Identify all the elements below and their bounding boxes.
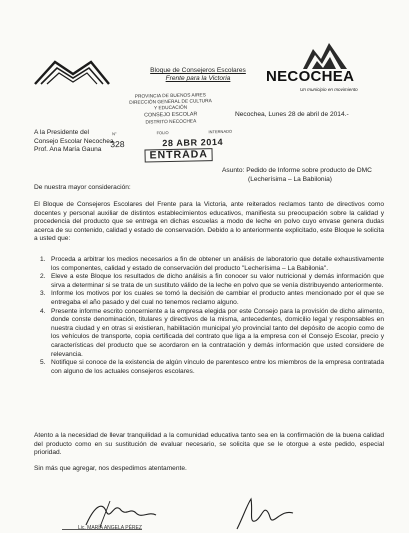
item-number: 5. — [40, 359, 46, 367]
letter-date: Necochea, Lunes 28 de abril de 2014.- — [235, 111, 349, 118]
stamp-line-educacion: Y EDUCACIÓN — [153, 105, 188, 112]
item-text: Proceda a arbitrar los medios necesarios a fin de obtener un análisis de laboratorio que detalle exhaustivamente los componentes, calidad y estado de conservación del producto "Lecherísima – La Babilonia". — [51, 256, 384, 272]
logo-name: NECOCHEA — [266, 68, 355, 85]
item-text: Notifique si conoce de la existencia de algún vínculo de parentesco entre los miembros de la empresa contratada con alguno de los actuales consejeros escolares. — [51, 359, 384, 375]
stamp-entrada: ENTRADA — [144, 148, 213, 162]
list-item — [34, 273, 384, 290]
signer-name: Lic. MARÍA ANGELA PÉREZ — [78, 525, 142, 531]
stamp-number: 328 — [110, 138, 125, 150]
item-number: 2. — [40, 273, 46, 281]
stamp-col-internado: INTERNADO — [208, 128, 233, 135]
stamp-col-folio: FOLIO — [156, 130, 169, 136]
bloque-party: Frente para la Victoria — [165, 75, 231, 82]
stamp-date: 28 ABR 2014 — [162, 136, 224, 149]
list-item — [34, 359, 384, 376]
item-text: Informe los motivos por los cuales se tomó la decisión de cambiar el producto antes mencionado por el que se entregaba el año pasado y del cual no tenemos reclamo alguno. — [51, 290, 384, 306]
request-list — [34, 256, 384, 376]
subject-line-2: (Lecherísima – La Babilonia) — [248, 175, 332, 183]
bloque-emblem-icon — [33, 60, 111, 86]
item-text: Eleve a este Bloque los resultados de dicho análisis a fin conocer su valor nutricional y demás información que sirva a determinar si se trata de un sustituto válido de la leche en polvo que se venía distribuyendo anteriormente. — [51, 273, 384, 289]
stamp-col-number: N° — [112, 131, 117, 137]
salutation: De nuestra mayor consideración: — [34, 184, 131, 191]
stamp-line-distrito: DISTRITO NECOCHEA — [145, 119, 197, 126]
item-number: 4. — [40, 307, 46, 315]
list-item — [34, 308, 384, 360]
signature-2-icon — [233, 497, 297, 531]
addressee-line-3: Prof. Ana María Gauna — [34, 146, 102, 154]
addressee-line-1: A la Presidente del — [34, 129, 89, 136]
subject-block — [222, 167, 392, 184]
logo-tagline: Un municipio en movimiento — [300, 87, 358, 92]
closing-line: Sin más que agregar, nos despedimos atentamente. — [34, 465, 187, 472]
item-number: 3. — [40, 290, 46, 298]
intro-paragraph: El Bloque de Consejeros Escolares del Frente para la Victoria, ante reiterados reclamos tanto de directivos como docentes y personal auxiliar de distintos establecimientos educativos, manifiesta su preocupación sobre la calidad y procedencia del producto que se entrega en dichas escuelas a modo de leche en polvo cuyo envase genera dudas acerca de su contenido, calidad y estado de conservación. Debido a lo anteriormente explicitado, este Bloque le solicita a usted que: — [34, 201, 384, 243]
addressee-line-2: Consejo Escolar Necochea — [34, 137, 114, 145]
closing-paragraph: Atento a la necesidad de llevar tranquilidad a la comunidad educativa tanto sea en la confirmación de la buena calidad del producto como en su sustitución de evaluar necesario, se solicita que se le otorgue a este pedido, especial prioridad. — [34, 432, 384, 457]
addressee-block — [34, 129, 144, 155]
item-text: Presente informe escrito concerniente a la empresa elegida por este Consejo para la provisión de dicho alimento, donde conste denominación, titulares y directivos de la misma, antecedentes, domicilio legal y responsables en nuestra ciudad y en otras si existieran, habilitación municipal y/o provincial tanto del depósito de acopio como de los vehículos de transporte, copia certificada del contrato que liga a la empresa con el Consejo Escolar, precio y características del producto que se acordaron en la contratación y demás información que usted considere de relevancia. — [51, 307, 384, 358]
bloque-name: Bloque de Consejeros Escolares — [150, 67, 246, 74]
stamp-line-direccion: DIRECCIÓN GENERAL DE CULTURA — [129, 99, 212, 106]
bloque-heading — [118, 67, 278, 83]
list-item — [34, 256, 384, 273]
stamp-line-consejo: CONSEJO ESCOLAR — [144, 111, 198, 119]
stamp-line-province: PROVINCIA DE BUENOS AIRES — [134, 93, 206, 100]
necochea-logo-icon — [303, 43, 347, 69]
list-item — [34, 290, 384, 307]
item-number: 1. — [40, 256, 46, 263]
subject-line-1: Asunto: Pedido de Informe sobre producto de DMC — [222, 167, 372, 174]
